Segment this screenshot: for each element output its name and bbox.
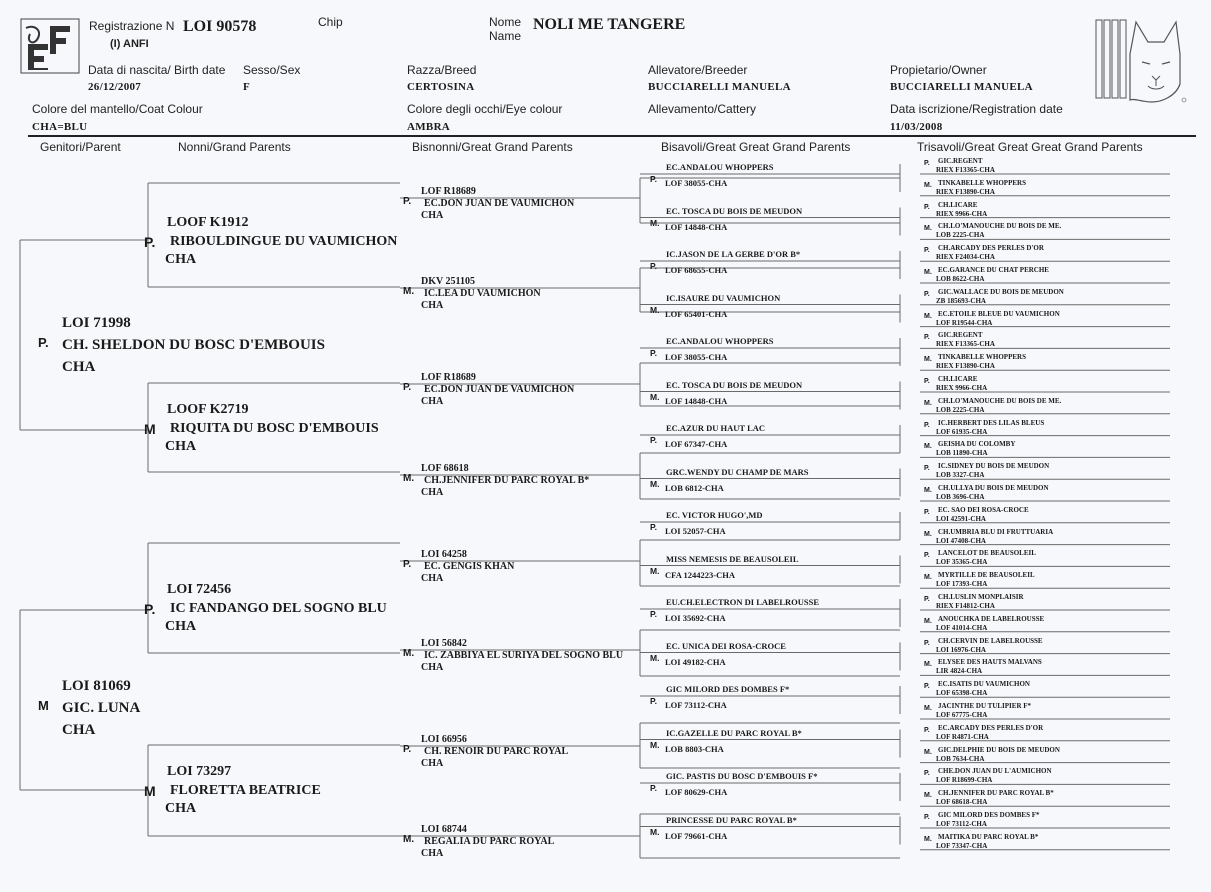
name-label: Nome Name: [489, 15, 522, 43]
ggreat-mark: M.: [650, 652, 660, 663]
ggreat-reg: LOB 8803-CHA: [665, 743, 724, 754]
gggreat-mark: M.: [924, 835, 932, 843]
parent-mark: M: [38, 698, 49, 713]
gggreat-name: CH.UMBRIA BLU DI FRUTTUARIA: [938, 527, 1054, 536]
birth-value: 26/12/2007: [88, 81, 142, 93]
gggreat-mark: M.: [924, 356, 932, 364]
regdate-label: Data iscrizione/Registration date: [890, 102, 1063, 116]
gggreat-name: CH.JENNIFER DU PARC ROYAL B*: [938, 789, 1054, 798]
great-mark: P.: [403, 196, 412, 207]
gggreat-reg: LOF 17393-CHA: [936, 580, 988, 589]
gggreat-reg: LOI 47408-CHA: [936, 536, 986, 545]
breeder-label: Allevatore/Breeder: [648, 63, 748, 77]
gggreat-name: JACINTHE DU TULIPIER F*: [938, 702, 1032, 710]
sex-label: Sesso/Sex: [243, 63, 301, 77]
gggreat-reg: LOF 67775-CHA: [936, 711, 988, 719]
gggreat-name: CH.ARCADY DES PERLES D'OR: [938, 244, 1044, 253]
great-mark: M.: [403, 286, 415, 297]
ggreat-mark: P.: [650, 609, 657, 619]
grandparent-mark: M: [144, 421, 156, 437]
gggreat-name: MAITIKA DU PARC ROYAL B*: [938, 832, 1039, 841]
great-reg: DKV 251105: [421, 276, 475, 287]
grandparent-reg: LOI 73297: [167, 764, 232, 779]
gggreat-reg: LOF 61935-CHA: [936, 427, 988, 436]
gggreat-reg: RIEX F13890-CHA: [936, 187, 995, 196]
gggreat-reg: LOF R18699-CHA: [936, 776, 993, 785]
gggreat-reg: LOI 42591-CHA: [936, 514, 986, 523]
grandparent-reg: LOOF K1912: [167, 215, 249, 230]
gggreat-name: ANOUCHKA DE LABELROUSSE: [938, 614, 1045, 623]
gggreat-mark: P.: [924, 683, 930, 691]
cat-name: NOLI ME TANGERE: [533, 16, 686, 33]
great-mark: P.: [403, 744, 412, 755]
gggreat-mark: P.: [924, 552, 930, 560]
ggreat-name: EC. TOSCA DU BOIS DE MEUDON: [666, 379, 803, 390]
ggreat-name: EC.ANDALOU WHOPPERS: [666, 162, 774, 172]
gggreat-mark: P.: [924, 290, 930, 298]
great-color: CHA: [421, 848, 444, 859]
grandparent-mark: M: [144, 783, 156, 799]
gggreat-reg: LOB 11890-CHA: [936, 449, 988, 458]
gggreat-mark: P.: [924, 247, 930, 255]
coat-value: CHA=BLU: [32, 121, 88, 133]
regdate-value: 11/03/2008: [890, 121, 943, 133]
gggreat-reg: LOF 68618-CHA: [936, 798, 988, 807]
grandparent-reg: LOI 72456: [167, 582, 232, 597]
gggreat-name: TINKABELLE WHOPPERS: [938, 353, 1026, 362]
gggreat-name: GIC MILORD DES DOMBES F*: [938, 811, 1040, 819]
great-reg: LOI 68744: [421, 824, 467, 835]
birth-label: Data di nascita/ Birth date: [88, 63, 226, 77]
great-mark: M.: [403, 648, 415, 659]
great-color: CHA: [421, 573, 444, 584]
gggreat-mark: P.: [924, 334, 930, 342]
parent-reg: LOI 71998: [62, 315, 131, 331]
grandparent-name: RIBOULDINGUE DU VAUMICHON: [170, 234, 398, 249]
gggreat-name: EC.ETOILE BLEUE DU VAUMICHON: [938, 309, 1060, 318]
gggreat-mark: P.: [924, 421, 930, 429]
ggreat-name: EC.AZUR DU HAUT LAC: [666, 423, 766, 433]
eye-label: Colore degli occhi/Eye colour: [407, 102, 563, 116]
gggreat-mark: P.: [924, 160, 930, 167]
gggreat-name: EC.ISATIS DU VAUMICHON: [938, 680, 1030, 689]
ggreat-name: EC. VICTOR HUGO',MD: [666, 510, 763, 520]
ggreat-mark: M.: [650, 217, 660, 228]
ggreat-mark: M.: [650, 391, 660, 402]
ggreat-reg: LOF 68655-CHA: [665, 265, 728, 275]
great-reg: LOF R18689: [421, 186, 476, 197]
gggreat-mark: P.: [924, 770, 930, 778]
ggreat-name: GRC.WENDY DU CHAMP DE MARS: [666, 466, 809, 477]
gggreat-mark: M.: [924, 399, 932, 407]
gggreat-mark: M.: [924, 705, 932, 712]
breed-value: CERTOSINA: [407, 81, 475, 93]
gggreat-name: EC.ARCADY DES PERLES D'OR: [938, 723, 1044, 732]
gggreat-name: CH.LUSLIN MONPLAISIR: [938, 593, 1024, 601]
ggreat-reg: LOF 14848-CHA: [665, 395, 728, 406]
ggreat-reg: LOF 14848-CHA: [665, 221, 728, 232]
great-mark: M.: [403, 473, 415, 484]
great-reg: LOF 68618: [421, 463, 469, 474]
gggreat-mark: M.: [924, 574, 932, 582]
gggreat-reg: LOB 7634-CHA: [936, 754, 985, 763]
gggreat-name: IC.HERBERT DES LILAS BLEUS: [938, 418, 1045, 427]
ggreat-name: IC.JASON DE LA GERBE D'OR B*: [666, 249, 801, 259]
great-name: CH.JENNIFER DU PARC ROYAL B*: [424, 475, 590, 486]
parent-reg: LOI 81069: [62, 678, 131, 694]
great-color: CHA: [421, 758, 444, 769]
anfi-label: (I) ANFI: [110, 38, 149, 50]
col-gggreat: Trisavoli/Great Great Great Grand Parents: [917, 140, 1143, 154]
gggreat-reg: RIEX F13890-CHA: [936, 362, 995, 371]
gggreat-name: GIC.WALLACE DU BOIS DE MEUDON: [938, 287, 1064, 296]
gggreat-reg: LOF 65398-CHA: [936, 689, 988, 698]
gggreat-name: EC. SAO DEI ROSA-CROCE: [938, 505, 1029, 514]
gggreat-reg: LOB 8622-CHA: [936, 275, 985, 283]
col-ggreat: Bisavoli/Great Great Grand Parents: [661, 140, 851, 154]
ggreat-reg: LOF 73112-CHA: [665, 700, 727, 710]
great-color: CHA: [421, 487, 444, 498]
ggreat-mark: P.: [650, 435, 657, 445]
parent-color: CHA: [62, 359, 96, 375]
ggreat-mark: P.: [650, 696, 657, 706]
gggreat-name: MYRTILLE DE BEAUSOLEIL: [938, 571, 1035, 580]
coat-label: Colore del mantello/Coat Colour: [32, 102, 203, 116]
gggreat-mark: P.: [924, 378, 930, 385]
reg-label: Registrazione N: [89, 19, 175, 33]
great-reg: LOI 66956: [421, 734, 467, 745]
gggreat-name: IC.SIDNEY DU BOIS DE MEUDON: [938, 462, 1050, 471]
ggreat-name: EC. TOSCA DU BOIS DE MEUDON: [666, 205, 803, 216]
ggreat-name: IC.GAZELLE DU PARC ROYAL B*: [666, 727, 802, 738]
great-mark: P.: [403, 382, 412, 393]
gggreat-mark: M.: [924, 443, 932, 451]
ggreat-mark: M.: [650, 304, 660, 315]
breed-label: Razza/Breed: [407, 63, 477, 77]
cattery-label: Allevamento/Cattery: [648, 102, 757, 116]
col-grandparents: Nonni/Grand Parents: [178, 140, 291, 154]
ggreat-name: EU.CH.ELECTRON DI LABELROUSSE: [666, 597, 820, 607]
great-color: CHA: [421, 210, 444, 221]
gggreat-reg: RIEX F24034-CHA: [936, 253, 995, 262]
gggreat-mark: P.: [924, 596, 930, 603]
gggreat-reg: RIEX 9966-CHA: [936, 209, 988, 218]
gggreat-name: GIC.REGENT: [938, 157, 983, 165]
gggreat-reg: LIR 4824-CHA: [936, 667, 983, 676]
grandparent-mark: P.: [144, 601, 156, 617]
gggreat-reg: ZB 185693-CHA: [936, 296, 986, 305]
gggreat-name: CH.LO'MANOUCHE DU BOIS DE ME.: [938, 222, 1062, 231]
gggreat-mark: M.: [924, 225, 932, 233]
ggreat-name: GIC. PASTIS DU BOSC D'EMBOUIS F*: [666, 771, 818, 781]
gggreat-name: LANCELOT DE BEAUSOLEIL: [938, 549, 1036, 558]
gggreat-reg: LOI 16976-CHA: [936, 645, 986, 654]
gggreat-name: CH.LICARE: [938, 375, 978, 383]
great-reg: LOF R18689: [421, 372, 476, 383]
ggreat-mark: P.: [650, 348, 657, 358]
great-reg: LOI 56842: [421, 638, 467, 649]
ggreat-reg: LOF 80629-CHA: [665, 787, 728, 797]
parent-mark: P.: [38, 335, 49, 350]
owner-label: Propietario/Owner: [890, 63, 987, 77]
great-name: IC. ZABBIYA EL SURIYA DEL SOGNO BLU: [424, 650, 624, 661]
gggreat-reg: RIEX F14812-CHA: [936, 602, 995, 610]
ggreat-name: MISS NEMESIS DE BEAUSOLEIL: [666, 553, 799, 564]
ggreat-mark: P.: [650, 261, 657, 271]
ggreat-reg: LOF 79661-CHA: [665, 830, 728, 841]
gggreat-mark: P.: [924, 203, 930, 211]
ggreat-mark: M.: [650, 478, 660, 489]
gggreat-name: CHE.DON JUAN DU L'AUMICHON: [938, 767, 1052, 776]
gggreat-mark: M.: [924, 617, 932, 625]
grandparent-mark: P.: [144, 234, 156, 250]
ggreat-mark: P.: [650, 522, 657, 532]
great-name: EC.DON JUAN DE VAUMICHON: [424, 384, 575, 395]
gggreat-mark: P.: [924, 726, 930, 734]
great-name: IC.LEA DU VAUMICHON: [424, 288, 541, 299]
gggreat-mark: M.: [924, 312, 932, 320]
great-mark: M.: [403, 834, 415, 845]
gggreat-name: CH.ULLYA DU BOIS DE MEUDON: [938, 484, 1049, 492]
gggreat-name: ELYSEE DES HAUTS MALVANS: [938, 658, 1042, 667]
great-color: CHA: [421, 300, 444, 311]
gggreat-reg: LOB 2225-CHA: [936, 231, 985, 240]
gggreat-name: CH.LO'MANOUCHE DU BOIS DE ME.: [938, 396, 1062, 405]
ggreat-reg: LOI 35692-CHA: [665, 613, 726, 623]
gggreat-reg: LOF 73112-CHA: [936, 820, 987, 828]
gggreat-reg: LOF R4871-CHA: [936, 732, 989, 741]
ggreat-reg: LOI 49182-CHA: [665, 656, 726, 667]
gggreat-mark: M.: [924, 530, 932, 538]
sex-value: F: [243, 81, 251, 93]
gggreat-reg: LOF 73347-CHA: [936, 841, 988, 850]
ggreat-mark: P.: [650, 783, 657, 793]
grandparent-reg: LOOF K2719: [167, 402, 249, 417]
grandparent-name: IC FANDANGO DEL SOGNO BLU: [170, 601, 387, 616]
grandparent-name: FLORETTA BEATRICE: [170, 783, 321, 798]
grandparent-color: CHA: [165, 439, 197, 454]
gggreat-mark: M.: [924, 792, 932, 800]
gggreat-reg: LOB 3696-CHA: [936, 493, 985, 501]
gggreat-name: CH.CERVIN DE LABELROUSSE: [938, 636, 1043, 645]
ggreat-mark: M.: [650, 739, 660, 750]
gggreat-name: GIC.REGENT: [938, 331, 983, 340]
gggreat-mark: P.: [924, 508, 930, 516]
parent-name: GIC. LUNA: [62, 700, 141, 716]
ggreat-reg: LOI 52057-CHA: [665, 526, 726, 536]
gggreat-name: EC.GARANCE DU CHAT PERCHE: [938, 266, 1049, 274]
reg-number: LOI 90578: [183, 18, 257, 35]
great-color: CHA: [421, 396, 444, 407]
gggreat-name: GIC.DELPHIE DU BOIS DE MEUDON: [938, 745, 1060, 754]
ggreat-name: EC.ANDALOU WHOPPERS: [666, 336, 774, 346]
ggreat-mark: M.: [650, 826, 660, 837]
gggreat-mark: M.: [924, 181, 932, 189]
gggreat-reg: LOF 41014-CHA: [936, 623, 988, 632]
great-name: CH. RENOIR DU PARC ROYAL: [424, 746, 569, 757]
ggreat-reg: LOF 67347-CHA: [665, 439, 728, 449]
gggreat-reg: LOB 3327-CHA: [936, 471, 985, 480]
great-mark: P.: [403, 559, 412, 570]
gggreat-name: TINKABELLE WHOPPERS: [938, 178, 1026, 187]
col-parents: Genitori/Parent: [40, 140, 121, 154]
gggreat-reg: RIEX 9966-CHA: [936, 384, 988, 392]
ggreat-reg: LOF 65401-CHA: [665, 308, 728, 319]
gggreat-reg: LOB 2225-CHA: [936, 405, 985, 414]
gggreat-mark: M.: [924, 487, 932, 494]
gggreat-mark: M.: [924, 661, 932, 669]
great-name: EC. GENGIS KHAN: [424, 561, 515, 572]
eye-value: AMBRA: [407, 121, 451, 133]
ggreat-reg: LOB 6812-CHA: [665, 482, 724, 493]
gggreat-mark: M.: [924, 269, 932, 276]
gggreat-mark: P.: [924, 465, 930, 473]
great-color: CHA: [421, 662, 444, 673]
ggreat-mark: M.: [650, 565, 660, 576]
great-name: EC.DON JUAN DE VAUMICHON: [424, 198, 575, 209]
gggreat-name: CH.LICARE: [938, 200, 978, 209]
gggreat-reg: RIEX F13365-CHA: [936, 340, 995, 349]
ggreat-reg: CFA 1244223-CHA: [665, 569, 735, 580]
parent-name: CH. SHELDON DU BOSC D'EMBOUIS: [62, 337, 325, 353]
gggreat-mark: P.: [924, 814, 930, 821]
ggreat-name: EC. UNICA DEI ROSA-CROCE: [666, 640, 786, 651]
gggreat-mark: P.: [924, 639, 930, 647]
parent-color: CHA: [62, 722, 96, 738]
gggreat-reg: RIEX F13365-CHA: [936, 166, 995, 174]
ggreat-name: IC.ISAURE DU VAUMICHON: [666, 292, 781, 303]
ggreat-name: PRINCESSE DU PARC ROYAL B*: [666, 814, 797, 825]
gggreat-name: GEISHA DU COLOMBY: [938, 440, 1016, 449]
breeder-value: BUCCIARELLI MANUELA: [648, 81, 791, 93]
ggreat-mark: P.: [650, 174, 657, 184]
ggreat-reg: LOF 38055-CHA: [665, 178, 728, 188]
great-name: REGALIA DU PARC ROYAL: [424, 836, 555, 847]
grandparent-color: CHA: [165, 619, 197, 634]
great-reg: LOI 64258: [421, 549, 467, 560]
chip-label: Chip: [318, 15, 343, 29]
ggreat-reg: LOF 38055-CHA: [665, 352, 728, 362]
grandparent-color: CHA: [165, 801, 197, 816]
owner-value: BUCCIARELLI MANUELA: [890, 81, 1033, 93]
gggreat-reg: LOF R19544-CHA: [936, 318, 993, 327]
col-great: Bisnonni/Great Grand Parents: [412, 140, 573, 154]
grandparent-name: RIQUITA DU BOSC D'EMBOUIS: [170, 421, 379, 436]
grandparent-color: CHA: [165, 252, 197, 267]
gggreat-mark: M.: [924, 748, 932, 756]
ggreat-name: GIC MILORD DES DOMBES F*: [666, 684, 790, 694]
gggreat-reg: LOF 35365-CHA: [936, 558, 988, 567]
